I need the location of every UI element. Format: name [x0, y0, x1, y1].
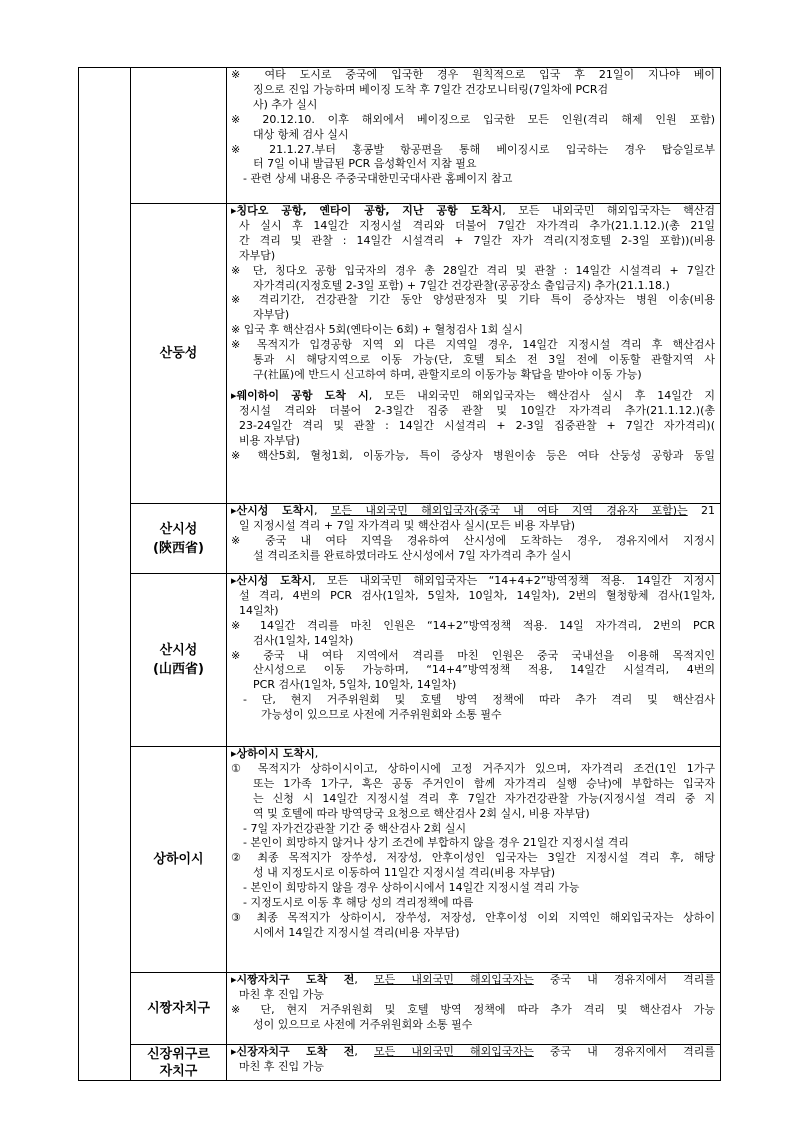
- policy-line: ※ 여타 도시로 중국에 입국한 경우 원칙적으로 입국 후 21일이 지나야 베이: [231, 68, 715, 81]
- policy-heading-rest: ,: [314, 747, 319, 760]
- table-row: [79, 973, 721, 1045]
- policy-line: 는 신청 시 14일간 지정시설 격리 후 7일간 자가건강관찰 가능(지정시설 격리 중 지: [253, 791, 715, 805]
- policy-line: - 본인이 희망하지 않거나 상기 조건에 부합하지 않을 경우 21일간 지정시설 격리: [243, 836, 629, 850]
- policy-line: - 관련 상세 내용은 주중국대한민국대사관 홈페이지 참고: [243, 172, 513, 186]
- region-cell-shandong: [131, 204, 227, 504]
- policy-heading: ▸상하이시 도착시: [231, 747, 315, 760]
- policy-heading-underlined: 모든 내외국민 해외입국자(중국 내 여타 지역 경유자 포함)는: [330, 504, 688, 517]
- policy-line: PCR 검사(1일차, 5일차, 10일차, 14일차): [253, 678, 457, 692]
- region-name: 상하이시: [153, 852, 204, 867]
- table-row: [79, 747, 721, 973]
- policy-line: 간 격리 및 관찰 : 14일간 시설격리 + 7일간 자가 격리(지정호텔 2-3일 포함))(비용: [239, 233, 715, 247]
- policy-heading-rest: , 모든 내외국민 해외입국자는 핵산검: [502, 204, 715, 217]
- policy-line: - 단, 현지 거주위원회 및 호텔 방역 정책에 따라 추가 격리 및 핵산검사: [243, 693, 715, 707]
- policy-line: 비용 자부담): [239, 433, 300, 447]
- policy-line: ※ 핵산5회, 혈청1회, 이동가능, 특이 증상자 병원이송 등은 여타 산둥성 공항과 동일: [231, 448, 715, 462]
- region-cell-shanghai: [131, 747, 227, 973]
- region-cell-shaanxi: [131, 504, 227, 574]
- country-column-cell: [79, 68, 131, 1081]
- policy-line: ③ 최종 목적지가 상하이시, 장쑤성, 저장성, 안후이성 이외 지역인 해외입국자는 상하이: [231, 910, 715, 924]
- policy-heading: ▸신장자치구 도착 전: [231, 1045, 355, 1058]
- policy-line: ※ 20.12.10. 이후 해외에서 베이징으로 입국한 모든 인원(격리 해제 인원 포함): [231, 112, 715, 126]
- policy-line: 터 7일 이내 발급된 PCR 음성확인서 지참 필요: [253, 157, 477, 171]
- policy-cell-shanxi: [227, 574, 721, 747]
- policy-line: 설 격리, 4번의 PCR 검사(1일차, 5일차, 10일차, 14일차), 2번의 혈청항체 검사(1일차,: [239, 588, 715, 602]
- policy-line: 일 지정시설 격리 + 7일 자가격리 및 핵산검사 실시(모든 비용 자부담): [239, 518, 576, 532]
- table-row: [79, 1045, 721, 1081]
- policy-heading-sep: ,: [354, 1045, 374, 1058]
- policy-heading-underlined: 모든 내외국민 해외입국자는: [374, 1045, 534, 1058]
- region-name-hanja: (山西省): [153, 662, 204, 677]
- policy-heading-rest: , 모든 내외국민 해외입국자는 핵산검사 실시 후 14일간 지: [368, 388, 715, 402]
- policy-line: 자가격리(지정호텔 2-3일 포함) + 7일간 건강관찰(공공장소 출입금지) 추가(21.1.18.): [253, 278, 670, 292]
- policy-line: 산시성으로 이동 가능하며, “14+4”방역정책 적용, 14일간 시설격리, 4번의: [253, 663, 715, 677]
- region-name: 신장위구르: [147, 1046, 210, 1062]
- policy-heading-rest: , 모든 내외국민 해외입국자는 “14+4+2”방역정책 적용. 14일간 지정시: [312, 574, 715, 587]
- policy-heading: ▸산시성 도착시: [231, 574, 313, 587]
- policy-line: 성이 있으므로 사전에 거주위원회와 소통 필수: [253, 1017, 473, 1031]
- policy-cell-shanghai: [227, 747, 721, 973]
- policy-line: 마친 후 진입 가능: [239, 987, 324, 1001]
- region-name: 산시성: [159, 643, 198, 658]
- policy-heading-sep: ,: [354, 973, 374, 986]
- table-row: [79, 504, 721, 574]
- policy-line: ※ 중국 내 여타 지역에서 격리를 마친 인원은 중국 국내선을 이용해 목적지인: [231, 648, 715, 662]
- table-row: [79, 204, 721, 504]
- policy-line: 23-24일간 격리 및 관찰 : 14일간 시설격리 + 2-3일 집중관찰 + 7일간 자가격리)(: [239, 418, 715, 432]
- policy-line: ※ 14일간 격리를 마친 인원은 “14+2”방역정책 적용. 14일 자가격리, 2번의 PCR: [231, 618, 715, 632]
- policy-line: ※ 입국 후 핵산검사 5회(옌타이는 6회) + 혈청검사 1회 실시: [231, 323, 523, 337]
- region-name-hanja: (陝西省): [153, 540, 204, 556]
- policy-line: ※ 중국 내 여타 지역을 경유하여 산시성에 도착하는 경우, 경유지에서 지정시: [231, 533, 715, 547]
- policy-line: 사) 추가 실시: [253, 97, 318, 111]
- policy-line: 징으로 진입 가능하며 베이징 도착 후 7일간 건강모니터링(7일차에 PCR검: [253, 82, 609, 96]
- region-cell-shanxi: [131, 574, 227, 747]
- region-cell-xinjiang: [131, 1045, 227, 1081]
- policy-line: - 본인이 희망하지 않을 경우 상하이시에서 14일간 지정시설 격리 가능: [243, 881, 580, 895]
- policy-line: 설 격리조치를 완료하였더라도 산시성에서 7일 자가격리 추가 실시: [253, 548, 572, 562]
- policy-cell-xinjiang: [227, 1045, 721, 1081]
- policy-cell-shaanxi: [227, 504, 721, 574]
- policy-line: 가능성이 있으므로 사전에 거주위원회와 소통 필수: [261, 708, 502, 722]
- policy-line: ※ 단, 현지 거주위원회 및 호텔 방역 정책에 따라 추가 격리 및 핵산검사 가능: [231, 1002, 715, 1016]
- policy-line: 자부담): [239, 248, 276, 262]
- policy-heading-tail: 21: [687, 504, 715, 517]
- region-name: 산둥성: [159, 346, 198, 361]
- region-name-suffix: 자치구: [159, 1063, 198, 1079]
- policy-heading: ▸웨이하이 공항 도착 시: [231, 388, 369, 402]
- policy-line: 시에서 14일간 지정시설 격리(비용 자부담): [253, 925, 460, 939]
- policy-line: 대상 항체 검사 실시: [253, 127, 349, 141]
- policy-heading-sep: ,: [313, 504, 331, 517]
- policy-line: - 지정도시로 이동 후 해당 성의 격리정책에 따름: [243, 896, 474, 910]
- policy-heading-tail: 중국 내 경유지에서 격리를: [533, 1045, 715, 1058]
- policy-line: ※ 21.1.27.부터 홍콩발 항공편을 통해 베이징시로 입국하는 경우 탑승일로부: [231, 142, 715, 156]
- policy-line: 성 내 지정도시로 이동하여 11일간 지정시설 격리(비용 자부담): [253, 866, 556, 880]
- policy-line: ② 최종 목적지가 장쑤성, 저장성, 안후이성인 입국자는 3일간 지정시설 격리 후, 해당: [231, 851, 715, 865]
- policy-line: ※ 격리기간, 건강관찰 기간 동안 양성판정자 및 기타 특이 증상자는 병원 이송(비용: [231, 293, 715, 307]
- policy-line: 통과 시 해당지역으로 이동 가능(단, 호텔 퇴소 전 3일 전에 이동할 관할지역 사: [253, 353, 715, 367]
- policy-line: 14일차): [239, 603, 279, 617]
- policy-line: 사 실시 후 14일간 지정시설 격리와 더불어 7일간 자가격리 추가(21.1.12.)(총 21일: [239, 218, 715, 232]
- policy-heading: ▸칭다오 공항, 옌타이 공항, 지난 공항 도착시: [231, 204, 503, 217]
- policy-line: 또는 1가족 1가구, 혹은 공동 주거인이 함께 자가격리 실행 승낙)에 부합하는 입국자: [253, 776, 715, 790]
- policy-heading: ▸산시성 도착시: [231, 504, 314, 517]
- policy-line: 자부담): [253, 308, 290, 322]
- policy-line: 정시설 격리와 더불어 2-3일간 집중 관찰 및 10일간 자가격리 추가(21.1.12.)(총: [239, 403, 715, 417]
- policy-line: ※ 단, 칭다오 공항 입국자의 경우 총 28일간 격리 및 관찰 : 14일간 시설격리 + 7일간: [231, 263, 715, 277]
- table-row: [79, 574, 721, 747]
- policy-heading-tail: 중국 내 경유지에서 격리를: [533, 973, 715, 986]
- policy-line: 검사(1일차, 14일차): [253, 633, 354, 647]
- policy-cell-shandong: [227, 204, 721, 504]
- policy-line: ① 목적지가 상하이시이고, 상하이시에 고정 거주지가 있으며, 자가격리 조건(1인 1가구: [231, 761, 715, 775]
- policy-line: 마친 후 진입 가능: [239, 1059, 324, 1073]
- region-name: 시짱자치구: [147, 1001, 210, 1016]
- region-cell-tibet: [131, 973, 227, 1045]
- policy-cell-beijing: [227, 68, 721, 204]
- policy-line: - 7일 자가건강관찰 기간 중 핵산검사 2회 실시: [243, 821, 467, 835]
- region-cell-empty: [131, 68, 227, 204]
- policy-line: 역 및 호텔에 따라 방역당국 요청으로 핵산검사 2회 실시, 비용 자부담): [253, 806, 590, 820]
- policy-line: 구(社區)에 반드시 신고하여 하며, 관할지로의 이동가능 확답을 받아야 이동 가능): [253, 367, 642, 381]
- regional-entry-policy-table: [78, 67, 721, 1081]
- policy-heading-underlined: 모든 내외국민 해외입국자는: [374, 973, 534, 986]
- policy-cell-tibet: [227, 973, 721, 1045]
- region-name: 산시성: [159, 521, 198, 537]
- policy-heading: ▸시짱자치구 도착 전: [231, 973, 355, 986]
- policy-line: ※ 목적지가 입경공항 지역 외 다른 지역일 경우, 14일간 지정시설 격리 후 핵산검사: [231, 338, 715, 352]
- table-row: [79, 68, 721, 204]
